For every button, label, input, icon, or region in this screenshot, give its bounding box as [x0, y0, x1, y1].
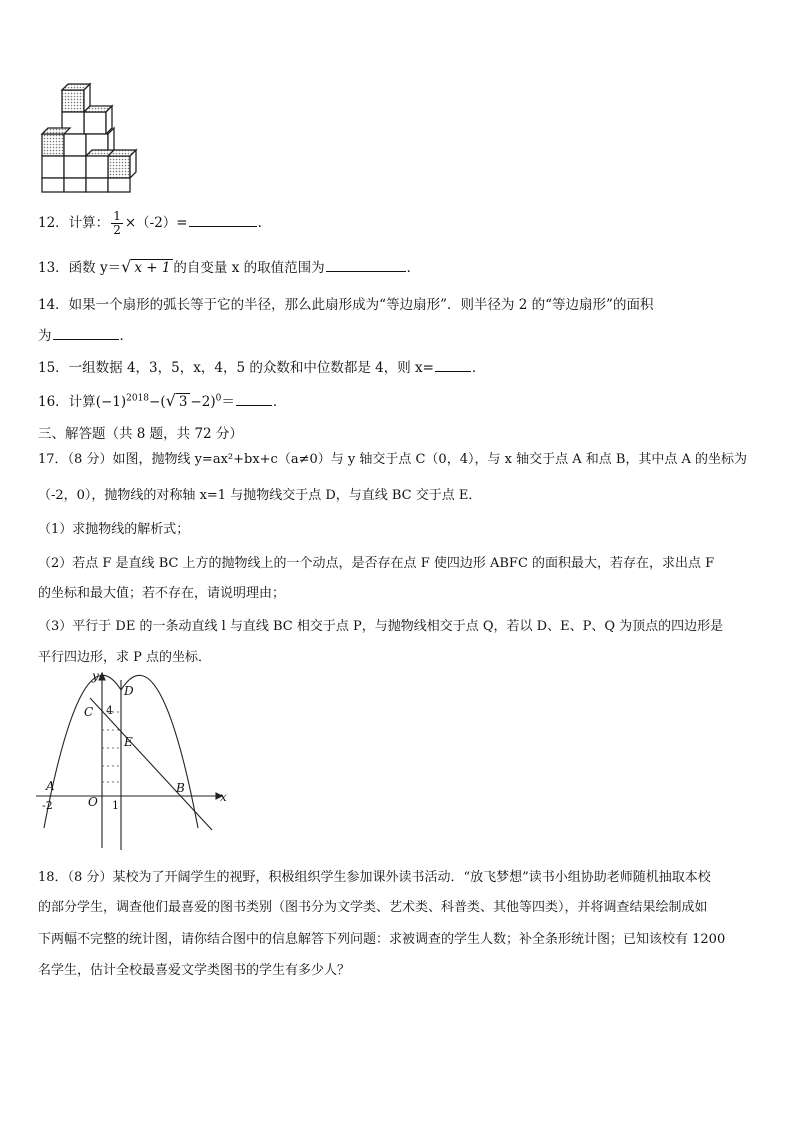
answer-blank[interactable]	[326, 257, 406, 272]
answer-blank[interactable]	[53, 325, 119, 340]
label-e: E	[124, 735, 133, 749]
question-14: 14．如果一个扇形的弧长等于它的半径，那么此扇形成为“等边扇形”．则半径为 2 的“等边扇形”的面积	[38, 297, 654, 313]
question-17-part2a: （2）若点 F 是直线 BC 上方的抛物线上的一个动点，是否存在点 F 使四边形 ABFC 的面积最大，若存在，求出点 F	[38, 556, 715, 571]
label-y: y	[92, 669, 99, 683]
label-one: 1	[112, 799, 119, 812]
question-13: 13．函数 y＝√ x + 1 的自变量 x 的取值范围为 ．	[38, 257, 421, 276]
sqrt-sign: √	[165, 391, 176, 410]
cube-stack-figure	[40, 80, 140, 195]
question-15: 15．一组数据 4，3，5，x，4，5 的众数和中位数都是 4，则 x= ．	[38, 356, 485, 376]
question-17-part1: （1）求抛物线的解析式；	[38, 522, 190, 537]
label-c: C	[84, 705, 94, 719]
question-12: 12．计算： $\frac{1}{2}$ ×（-2）= .	[38, 209, 262, 237]
question-18-line2: 的部分学生，调查他们最喜爱的图书类别（图书分为文学类、艺术类、科普类、其他等四类），并将调查结果绘制成如	[38, 900, 708, 915]
y-axis-arrow	[99, 673, 105, 680]
question-17-part3a: （3）平行于 DE 的一条动直线 l 与直线 BC 相交于点 P，与抛物线相交于点 Q，若以 D、E、P、Q 为顶点的四边形是	[38, 619, 724, 634]
label-x: x	[220, 790, 227, 804]
label-b: B	[176, 781, 185, 795]
answer-blank[interactable]	[435, 357, 471, 372]
parabola-figure	[30, 668, 230, 853]
question-17-line2: （-2，0），抛物线的对称轴 x=1 与抛物线交于点 D，与直线 BC 交于点 E．	[38, 488, 482, 503]
question-17-line1: 17．（8 分）如图，抛物线 y=ax²+bx+c（a≠0）与 y 轴交于点 C（0，4），与 x 轴交于点 A 和点 B，其中点 A 的坐标为	[38, 452, 748, 467]
question-18-line4: 名学生，估计全校最喜爱文学类图书的学生有多少人？	[38, 963, 351, 978]
fraction-one-half: $\frac{1}{2}$	[113, 209, 121, 237]
question-17-part2b: 的坐标和最大值；若不存在，请说明理由；	[38, 586, 286, 601]
label-a: A	[46, 779, 55, 793]
question-18-line1: 18．（8 分）某校为了开阔学生的视野，积极组织学生参加课外读书活动．“放飞梦想”读书小组协助老师随机抽取本校	[38, 870, 711, 885]
question-14-line2: 为 ．	[38, 324, 133, 344]
sqrt-sign: √	[121, 257, 132, 276]
question-18-line3: 下两幅不完整的统计图，请你结合图中的信息解答下列问题：求被调查的学生人数；补全条形统计图；已知该校有 1200	[38, 932, 726, 947]
label-d: D	[124, 684, 134, 698]
answer-blank[interactable]	[236, 391, 272, 406]
section-heading: 三、解答题（共 8 题，共 72 分）	[38, 426, 243, 442]
answer-blank[interactable]	[189, 212, 257, 227]
label-neg2: -2	[42, 799, 53, 812]
label-o: O	[88, 795, 98, 809]
label-four: 4	[106, 704, 113, 717]
question-16: 16．计算$(-1)^{2018}-(√$ 3 −2)$^0$＝ ．	[38, 391, 287, 410]
question-17-part3b: 平行四边形，求 P 点的坐标．	[38, 650, 212, 665]
line-bc	[90, 698, 212, 830]
